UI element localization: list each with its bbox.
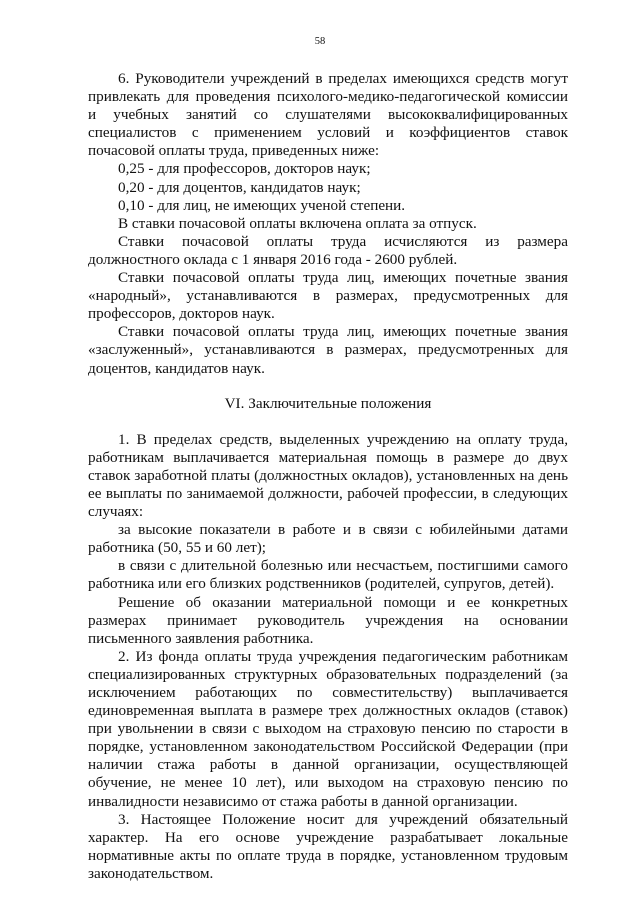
paragraph-2: 2. Из фонда оплаты труда учреждения педагогическим работникам специализированных структурных образовательных подразделений (за исключением работающих по совместительству) выплачивается единовременная выплата в размере трех должностных окладов (ставок) при увольнении в связи с выходом на страховую пенсию по старости в порядке, установленном законодательством Российской Федерации (при наличии стажа работы в данной организации, осуществляющей обучение, не менее 10 лет), или выходом на страховую пенсию по инвалидности независимо от стажа работы в данной организации. <box>88 647 568 810</box>
section-heading: VI. Заключительные положения <box>224 394 432 412</box>
rate-peoples-title: Ставки почасовой оплаты труда лиц, имеющих почетные звания «народный», устанавливаются в размерах, предусмотренных для профессоров, докторов наук. <box>88 269 568 323</box>
decision-note: Решение об оказании материальной помощи и ее конкретных размерах принимает руководитель учреждения на основании письменного заявления работника. <box>88 593 568 647</box>
case-illness: в связи с длительной болезнью или несчастьем, постигшими самого работника или его близких родственников (родителей, супругов, детей). <box>88 557 568 593</box>
rate-professors: 0,25 - для профессоров, докторов наук; <box>118 160 371 178</box>
case-anniversary: за высокие показатели в работе и в связи с юбилейными датами работника (50, 55 и 60 лет); <box>88 521 568 557</box>
paragraph-6: 6. Руководители учреждений в пределах имеющихся средств могут привлекать для проведения психолого-медико-педагогической комиссии и учебных занятий со слушателями высококвалифицированных специалистов с применением условий и коэффициентов ставок почасовой оплаты труда, приведенных ниже: <box>88 70 568 160</box>
document-body <box>88 70 568 883</box>
rate-docents: 0,20 - для доцентов, кандидатов наук; <box>118 178 361 196</box>
page-number: 58 <box>314 36 326 47</box>
rate-honored-title: Ставки почасовой оплаты труда лиц, имеющих почетные звания «заслуженный», устанавливаются в размерах, предусмотренных для доцентов, кандидатов наук. <box>88 323 568 377</box>
rate-no-degree: 0,10 - для лиц, не имеющих ученой степени. <box>118 196 406 214</box>
paragraph-3: 3. Настоящее Положение носит для учреждений обязательный характер. На его основе учреждение разрабатывает локальные нормативные акты по оплате труда в порядке, установленном трудовым законодательством. <box>88 810 568 882</box>
paragraph-1: 1. В пределах средств, выделенных учреждению на оплату труда, работникам выплачивается материальная помощь в размере до двух ставок заработной платы (должностных окладов), установленных на день ее выплаты по занимаемой должности, рабочей профессии, в следующих случаях: <box>88 430 568 521</box>
salary-base: Ставки почасовой оплаты труда исчисляются из размера должностного оклада с 1 января 2016 года - 2600 рублей. <box>88 232 568 268</box>
vacation-note: В ставки почасовой оплаты включена оплата за отпуск. <box>118 214 477 232</box>
